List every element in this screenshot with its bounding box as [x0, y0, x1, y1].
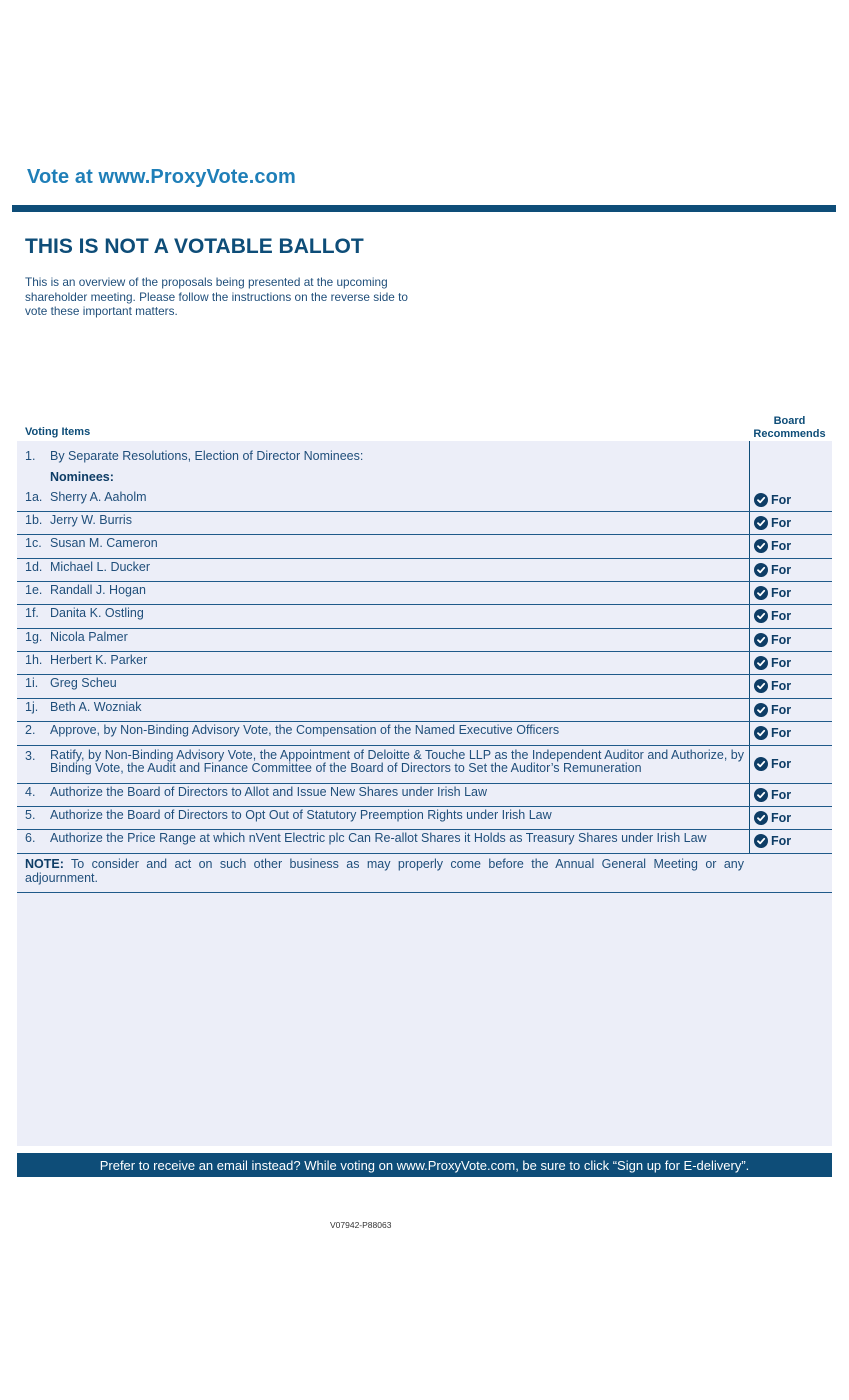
- check-circle-icon: [754, 788, 768, 802]
- table-row: [17, 511, 832, 535]
- item-number: 2.: [25, 723, 36, 737]
- item-text: Ratify, by Non-Binding Advisory Vote, the Appointment of Deloitte & Touche LLP as the Independent Auditor and Authorize, by Binding Vote, the Audit and Finance Committee of the Board of Directors to Set the Auditor’s Remuneration: [50, 748, 744, 775]
- check-circle-icon: [754, 703, 768, 717]
- check-circle-icon: [754, 493, 768, 507]
- recommendation-label: For: [771, 493, 792, 507]
- table-row: [17, 488, 832, 512]
- table-row: [17, 558, 832, 582]
- board-recommends-header: [747, 415, 832, 440]
- recommendation-label: For: [771, 633, 792, 647]
- table-row: [17, 651, 832, 675]
- table-row: [17, 745, 832, 784]
- note-label: NOTE:: [25, 857, 64, 871]
- recommendation-label: For: [771, 757, 792, 771]
- header-divider: [12, 205, 836, 212]
- check-circle-icon: [754, 633, 768, 647]
- recommendation-label: For: [771, 563, 792, 577]
- recommendation-label: For: [771, 609, 792, 623]
- item-number: 6.: [25, 831, 36, 845]
- check-circle-icon: [754, 656, 768, 670]
- check-circle-icon: [754, 539, 768, 553]
- board-recommendation: [754, 633, 791, 647]
- item-number: 1h.: [25, 653, 43, 667]
- board-recommendation: [754, 811, 791, 825]
- recommendation-label: For: [771, 539, 792, 553]
- board-recommendation: [754, 679, 791, 693]
- table-row: [17, 829, 832, 854]
- edelivery-banner[interactable]: Prefer to receive an email instead? While voting on www.ProxyVote.com, be sure to click “Sign up for E-delivery”.: [17, 1153, 832, 1177]
- item-number: 1a.: [25, 490, 43, 504]
- table-row: [17, 534, 832, 559]
- page-title: THIS IS NOT A VOTABLE BALLOT: [25, 235, 364, 258]
- table-row: [17, 698, 832, 722]
- board-recommendation: [754, 726, 791, 740]
- board-recommendation: [754, 516, 791, 530]
- item-text: Approve, by Non-Binding Advisory Vote, the Compensation of the Named Executive Officers: [50, 723, 560, 737]
- overview-text: This is an overview of the proposals being presented at the upcoming shareholder meeting. Please follow the instructions on the reverse side to vote these important matters.: [25, 275, 408, 318]
- table-row: [17, 783, 832, 807]
- intro-number: 1.: [25, 449, 36, 463]
- item-text: Beth A. Wozniak: [50, 700, 142, 714]
- note-text: [25, 858, 744, 885]
- item-number: 3.: [25, 749, 36, 763]
- item-number: 1g.: [25, 630, 43, 644]
- item-text: Randall J. Hogan: [50, 583, 146, 597]
- item-text: Authorize the Price Range at which nVent Electric plc Can Re-allot Shares it Holds as Treasury Shares under Irish Law: [50, 831, 707, 845]
- check-circle-icon: [754, 726, 768, 740]
- intro-row: [17, 441, 832, 488]
- item-number: 5.: [25, 808, 36, 822]
- recommendation-label: For: [771, 703, 792, 717]
- item-text: Herbert K. Parker: [50, 653, 148, 667]
- recommendation-label: For: [771, 679, 792, 693]
- check-circle-icon: [754, 586, 768, 600]
- item-text: Sherry A. Aaholm: [50, 490, 147, 504]
- table-row: [17, 628, 832, 652]
- board-recommendation: [754, 656, 791, 670]
- check-circle-icon: [754, 679, 768, 693]
- recommendation-label: For: [771, 516, 792, 530]
- item-text: Greg Scheu: [50, 676, 117, 690]
- item-number: 1b.: [25, 513, 43, 527]
- board-recommendation: [754, 703, 791, 717]
- recommendation-label: For: [771, 811, 792, 825]
- board-recommendation: [754, 757, 791, 771]
- document-code: V07942-P88063: [330, 1220, 392, 1230]
- recommendation-label: For: [771, 586, 792, 600]
- item-text: Jerry W. Burris: [50, 513, 132, 527]
- board-recommendation: [754, 834, 791, 848]
- item-number: 1d.: [25, 560, 43, 574]
- board-recommendation: [754, 586, 791, 600]
- note-body: To consider and act on such other business as may properly come before the Annual General Meeting or any adjournment.: [25, 857, 744, 885]
- check-circle-icon: [754, 811, 768, 825]
- board-recommendation: [754, 539, 791, 553]
- recommendation-label: For: [771, 656, 792, 670]
- item-text: Authorize the Board of Directors to Allot and Issue New Shares under Irish Law: [50, 785, 488, 799]
- item-number: 1c.: [25, 536, 42, 550]
- item-text: Michael L. Ducker: [50, 560, 151, 574]
- item-number: 1j.: [25, 700, 39, 714]
- board-header-line2: Recommends: [753, 427, 826, 440]
- item-number: 1e.: [25, 583, 43, 597]
- item-number: 1f.: [25, 606, 39, 620]
- item-text: Nicola Palmer: [50, 630, 128, 644]
- nominees-label: Nominees:: [50, 470, 114, 484]
- check-circle-icon: [754, 516, 768, 530]
- item-text: Authorize the Board of Directors to Opt Out of Statutory Preemption Rights under Irish Law: [50, 808, 552, 822]
- table-row: [17, 581, 832, 605]
- check-circle-icon: [754, 757, 768, 771]
- check-circle-icon: [754, 563, 768, 577]
- check-circle-icon: [754, 609, 768, 623]
- board-recommendation: [754, 563, 791, 577]
- vote-at-link[interactable]: Vote at www.ProxyVote.com: [27, 166, 296, 188]
- board-recommendation: [754, 493, 791, 507]
- item-number: 1i.: [25, 676, 39, 690]
- table-row: [17, 604, 832, 629]
- board-recommendation: [754, 788, 791, 802]
- voting-items-header: Voting Items: [25, 426, 91, 438]
- table-row: [17, 721, 832, 746]
- intro-text: By Separate Resolutions, Election of Director Nominees:: [50, 449, 364, 463]
- item-text: Danita K. Ostling: [50, 606, 144, 620]
- recommendation-label: For: [771, 834, 792, 848]
- recommendation-label: For: [771, 726, 792, 740]
- board-header-line1: Board: [773, 415, 806, 427]
- board-recommendation: [754, 609, 791, 623]
- recommendation-label: For: [771, 788, 792, 802]
- table-row: [17, 806, 832, 830]
- note-divider: [17, 892, 832, 893]
- check-circle-icon: [754, 834, 768, 848]
- item-number: 4.: [25, 785, 36, 799]
- item-text: Susan M. Cameron: [50, 536, 158, 550]
- table-row: [17, 674, 832, 699]
